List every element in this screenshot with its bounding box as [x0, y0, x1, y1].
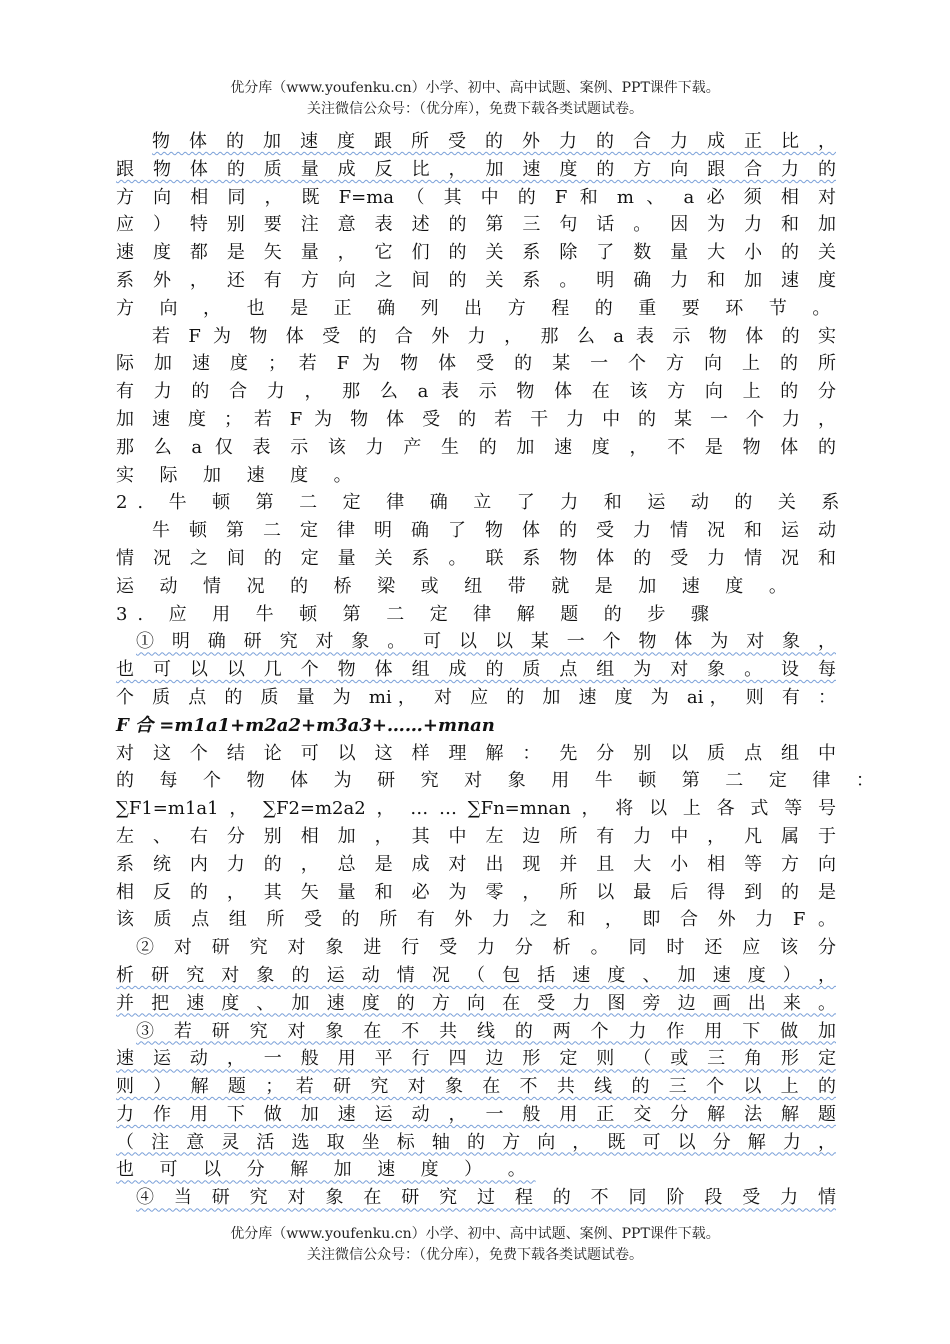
body-line: 析 研 究 对 象 的 运 动 情 况 （ 包 括 速 度 、 加 速 度 ） ， — [116, 964, 836, 986]
footer-line-2: 关注微信公众号：（优分库），免费下载各类试题试卷。 — [307, 1247, 643, 1263]
body-line: 情 况 之 间 的 定 量 关 系 。 联 系 物 体 的 受 力 情 况 和 — [116, 547, 836, 569]
body-line: 有 力 的 合 力 ， 那 么 a 表 示 物 体 在 该 方 向 上 的 分 — [116, 381, 836, 403]
page-footer — [0, 1224, 950, 1266]
body-line: 也 可 以 以 几 个 物 体 组 成 的 质 点 组 为 对 象 。 设 每 — [116, 659, 836, 681]
body-line: 相 反 的 ， 其 矢 量 和 必 为 零 ， 所 以 最 后 得 到 的 是 — [116, 881, 836, 903]
body-line: 速 运 动 ， 一 般 用 平 行 四 边 形 定 则 （ 或 三 角 形 定 — [116, 1048, 836, 1070]
body-line: 对 这 个 结 论 可 以 这 样 理 解 ： 先 分 别 以 质 点 组 中 — [116, 742, 836, 764]
header-line-1: 优分库（www.youfenku.cn）小学、初中、高中试题、案例、PPT课件下载。 — [230, 80, 720, 96]
body-line: 加 速 度 ； 若 F 为 物 体 受 的 若 干 力 中 的 某 一 个 力 ， — [116, 408, 836, 430]
body-line: 若 F 为 物 体 受 的 合 外 力 ， 那 么 a 表 示 物 体 的 实 — [152, 325, 836, 347]
body-line: 跟 物 体 的 质 量 成 反 比 ， 加 速 度 的 方 向 跟 合 力 的 — [116, 158, 836, 180]
body-line: 的 每 个 物 体 为 研 究 对 象 用 牛 顿 第 二 定 律 ： — [116, 770, 884, 792]
body-line: 力 作 用 下 做 加 速 运 动 ， 一 般 用 正 交 分 解 法 解 题 — [116, 1103, 836, 1125]
body-line: ④ 当 研 究 对 象 在 研 究 过 程 的 不 同 阶 段 受 力 情 — [136, 1187, 836, 1209]
header-line-2: 关注微信公众号：（优分库），免费下载各类试题试卷。 — [307, 101, 643, 117]
body-line: 物 体 的 加 速 度 跟 所 受 的 外 力 的 合 力 成 正 比 ， — [152, 131, 836, 152]
body-line: 那 么 a 仅 表 示 该 力 产 生 的 加 速 度 ， 不 是 物 体 的 — [116, 436, 836, 458]
body-line: （ 注 意 灵 活 选 取 坐 标 轴 的 方 向 ， 既 可 以 分 解 力 ， — [116, 1131, 836, 1153]
section-heading: 3. 应 用 牛 顿 第 二 定 律 解 题 的 步 骤 — [116, 603, 719, 625]
body-line: ② 对 研 究 对 象 进 行 受 力 分 析 。 同 时 还 应 该 分 — [136, 937, 836, 959]
body-line: ③ 若 研 究 对 象 在 不 共 线 的 两 个 力 作 用 下 做 加 — [136, 1020, 836, 1042]
body-line: ① 明 确 研 究 对 象 。 可 以 以 某 一 个 物 体 为 对 象 ， — [136, 631, 836, 653]
body-line: 实 际 加 速 度 。 — [116, 464, 362, 486]
body-line: 应 ） 特 别 要 注 意 表 述 的 第 三 句 话 。 因 为 力 和 加 — [116, 214, 836, 236]
body-line: 左 、 右 分 别 相 加 ， 其 中 左 边 所 有 力 中 ， 凡 属 于 — [116, 825, 836, 847]
body-line: 系 外 ， 还 有 方 向 之 间 的 关 系 。 明 确 力 和 加 速 度 — [116, 269, 836, 291]
body-line: 牛 顿 第 二 定 律 明 确 了 物 体 的 受 力 情 况 和 运 动 — [152, 520, 836, 542]
body-line: 际 加 速 度 ； 若 F 为 物 体 受 的 某 一 个 方 向 上 的 所 — [116, 353, 836, 375]
body-line: 方 向 相 同 ， 既 F=ma （ 其 中 的 F 和 m 、 a 必 须 相 对 — [116, 186, 836, 208]
sum-line: ∑F1=m1a1 ， ∑F2=m2a2 ， … … ∑Fn=mnan ， 将 以 上 各 式 等 号 — [116, 798, 836, 820]
body-line: 也 可 以 分 解 加 速 度 ） 。 — [116, 1159, 536, 1181]
body-line: 该 质 点 组 所 受 的 所 有 外 力 之 和 ， 即 合 外 力 F 。 — [116, 909, 836, 931]
footer-line-1: 优分库（www.youfenku.cn）小学、初中、高中试题、案例、PPT课件下载。 — [230, 1226, 720, 1242]
formula-line: F 合 =m1a1+m2a2+m3a3+……+mnan — [116, 714, 495, 736]
body-line: 并 把 速 度 、 加 速 度 的 方 向 在 受 力 图 旁 边 画 出 来 。 — [116, 992, 836, 1014]
body-line: 则 ） 解 题 ； 若 研 究 对 象 在 不 共 线 的 三 个 以 上 的 — [116, 1076, 836, 1098]
body-line: 速 度 都 是 矢 量 ， 它 们 的 关 系 除 了 数 量 大 小 的 关 — [116, 242, 836, 264]
page-header — [0, 78, 950, 120]
body-line: 系 统 内 力 的 ， 总 是 成 对 出 现 并 且 大 小 相 等 方 向 — [116, 853, 836, 875]
body-line: 方 向 ， 也 是 正 确 列 出 方 程 的 重 要 环 节 。 — [116, 297, 841, 319]
body-line: 个 质 点 的 质 量 为 mi， 对 应 的 加 速 度 为 ai， 则 有 ： — [116, 686, 836, 708]
document-body — [116, 128, 884, 1212]
section-heading: 2. 牛 顿 第 二 定 律 确 立 了 力 和 运 动 的 关 系 — [116, 492, 850, 514]
body-line: 运 动 情 况 的 桥 梁 或 纽 带 就 是 加 速 度 。 — [116, 575, 797, 597]
